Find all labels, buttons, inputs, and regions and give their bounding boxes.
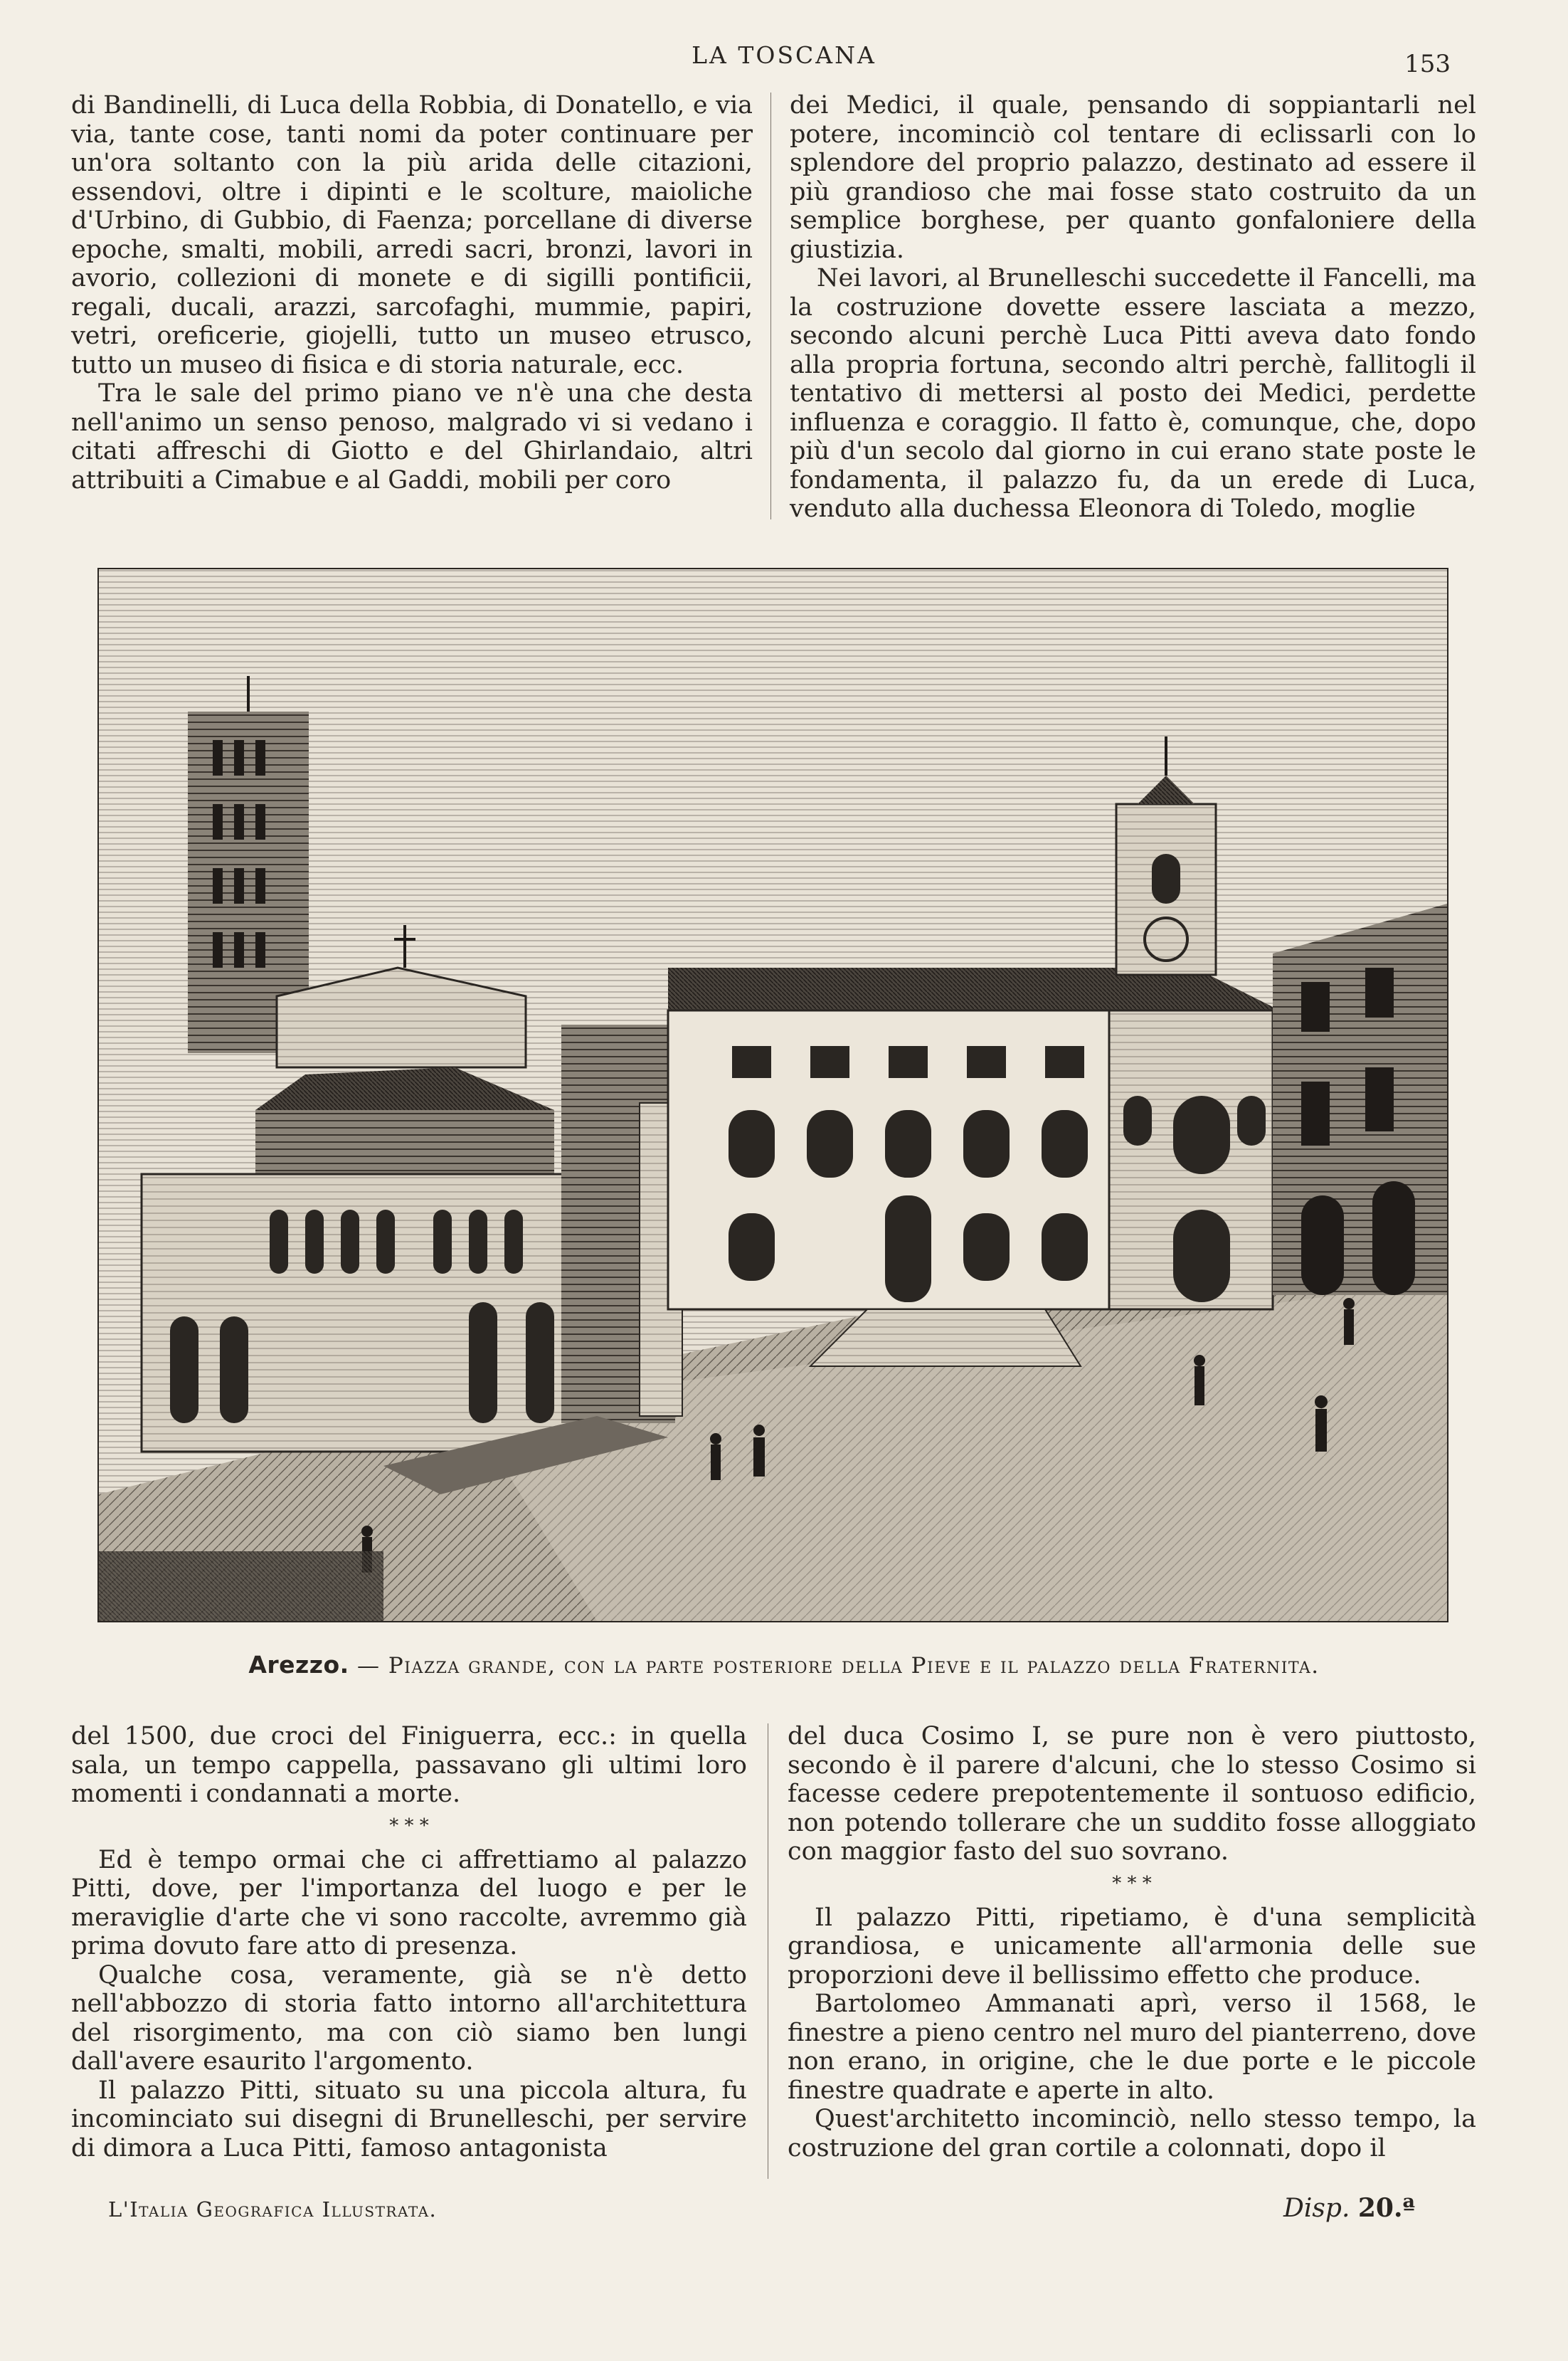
bottom-left-column	[71, 1722, 747, 2185]
paragraph: Ed è tempo ormai che ci affrettiamo al palazzo Pitti, dove, per l'importanza del luogo e per le meraviglie d'arte che vi sono raccolte, avremmo già prima dovuto fare atto di presenza.	[71, 1845, 747, 1960]
paragraph: Qualche cosa, veramente, già se n'è detto nell'abbozzo di storia fatto intorno all'architettura del risorgimento, ma con ciò siamo ben lungi dall'avere esaurito l'argomento.	[71, 1960, 747, 2076]
caption-place: Arezzo.	[248, 1651, 349, 1679]
top-left-column	[71, 91, 753, 527]
disp-number: 20.ª	[1357, 2193, 1415, 2223]
disp-label: Disp.	[1283, 2194, 1350, 2223]
paragraph: del 1500, due croci del Finiguerra, ecc.: in quella sala, un tempo cappella, passavano gli ultimi loro momenti i condannati a morte.	[71, 1722, 747, 1808]
running-title: LA TOSCANA	[692, 41, 876, 69]
page-header	[0, 41, 1568, 77]
paragraph: dei Medici, il quale, pensando di soppiantarli nel potere, incominciò col tentare di eclissarli con lo splendore del proprio palazzo, destinato ad essere il più grandioso che mai fosse stato costruito da un semplice borghese, per quanto gonfaloniere della giustizia.	[790, 91, 1476, 264]
page-number: 153	[1404, 50, 1451, 78]
caption-text: — Piazza grande, con la parte posteriore della Pieve e il palazzo della Fraternita.	[357, 1653, 1320, 1679]
paragraph: Il palazzo Pitti, situato su una piccola altura, fu incominciato sui disegni di Brunelleschi, per servire di dimora a Luca Pitti, famoso antagonista	[71, 2076, 747, 2162]
top-right-column	[790, 91, 1476, 575]
paragraph: Il palazzo Pitti, ripetiamo, è d'una semplicità grandiosa, e unicamente all'armonia delle sue proporzioni deve il bellissimo effetto che produce.	[788, 1903, 1476, 1990]
publication-title: L'Italia Geografica Illustrata.	[108, 2197, 438, 2222]
paragraph: Tra le sale del primo piano ve n'è una che desta nell'animo un senso penoso, malgrado vi si vedano i citati affreschi di Giotto e del Ghirlandaio, altri attribuiti a Cimabue e al Gaddi, mobili per coro	[71, 379, 753, 495]
paragraph: di Bandinelli, di Luca della Robbia, di Donatello, e via via, tante cose, tanti nomi da poter continuare per un'ora soltanto con la più arida delle citazioni, essendovi, oltre i dipinti e le scolture, maioliche d'Urbino, di Gubbio, di Faenza; porcellane di diverse epoche, smalti, mobili, arredi sacri, bronzi, lavori in avorio, collezioni di monete e di sigilli pontificii, regali, ducali, arazzi, sarcofaghi, mummie, papiri, vetri, oreficerie, giojelli, tutto un museo etrusco, tutto un museo di fisica e di storia naturale, ecc.	[71, 91, 753, 379]
paragraph: del duca Cosimo I, se pure non è vero piuttosto, secondo è il parere d'alcuni, che lo stesso Cosimo si facesse cedere prepotentemente il sontuoso edificio, non potendo tollerare che un suddito fosse alloggiato con maggior fasto del suo sovrano.	[788, 1722, 1476, 1866]
engraving-illustration	[97, 568, 1448, 1622]
paragraph: Quest'architetto incominciò, nello stesso tempo, la costruzione del gran cortile a colonnati, dopo il	[788, 2105, 1476, 2162]
signature-mark	[1283, 2193, 1415, 2223]
paragraph: Bartolomeo Ammanati aprì, verso il 1568, le finestre a pieno centro nel muro del pianterreno, dove non erano, in origine, che le due porte e le piccole finestre quadrate e aperte in alto.	[788, 1990, 1476, 2105]
figure-caption	[0, 1651, 1568, 1679]
page-footer	[0, 2193, 1568, 2233]
section-break: * * *	[1112, 1872, 1152, 1894]
section-break: * * *	[389, 1815, 429, 1837]
piazza-grande-engraving	[99, 569, 1447, 1621]
column-divider	[770, 93, 771, 519]
paragraph: Nei lavori, al Brunelleschi succedette il Fancelli, ma la costruzione dovette essere lasciata a mezzo, secondo alcuni perchè Luca Pitti aveva dato fondo alla propria fortuna, secondo altri perchè, fallitogli il tentativo di mettersi al posto dei Medici, perdette influenza e coraggio. Il fatto è, comunque, che, dopo più d'un secolo dal giorno in cui erano state poste le fondamenta, il palazzo fu, da un erede di Luca, venduto alla duchessa Eleonora di Toledo, moglie	[790, 264, 1476, 523]
bottom-right-column	[788, 1722, 1476, 2185]
